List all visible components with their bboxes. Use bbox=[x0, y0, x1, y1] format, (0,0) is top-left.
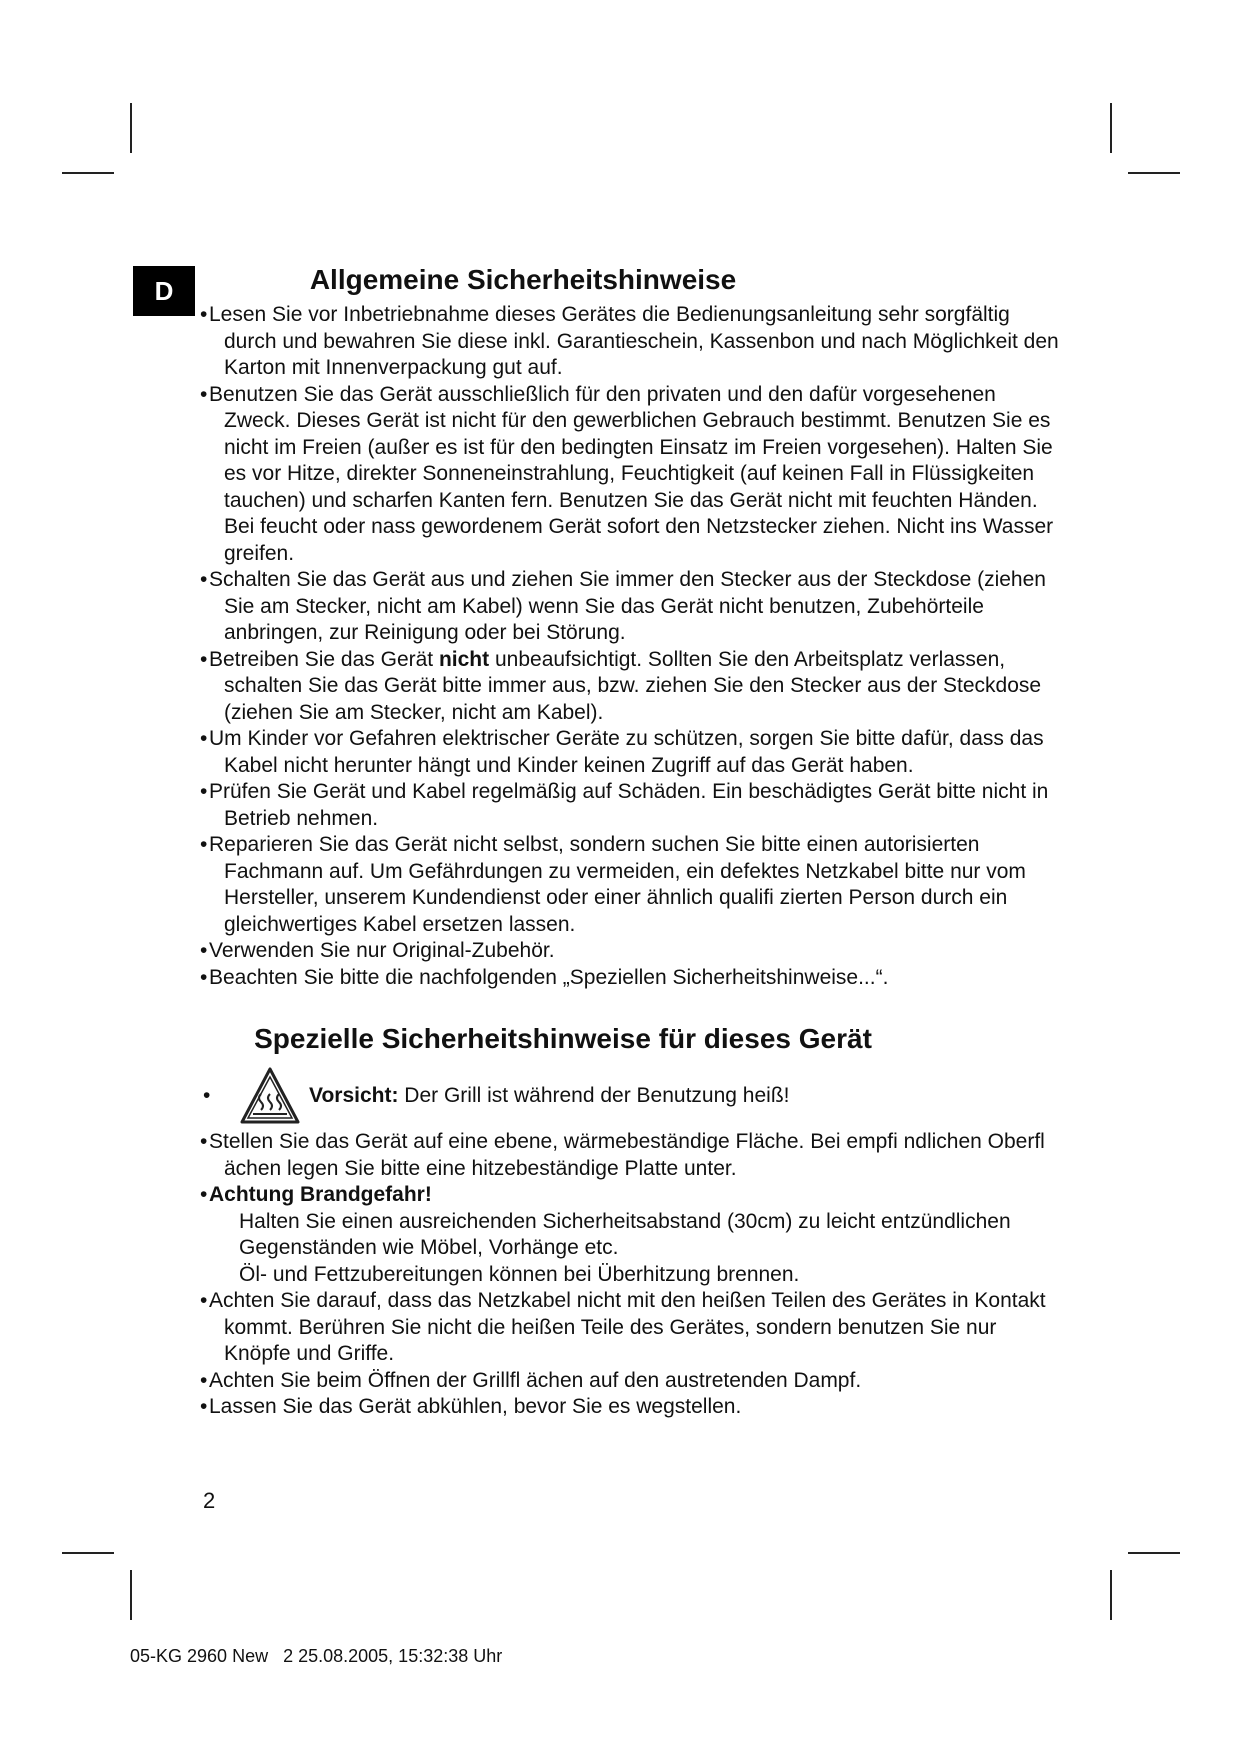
list-item: • Achtung Brandgefahr! Halten Sie einen ausreichenden Sicherheitsabstand (30cm) zu leicht entzündlichen Gegenständen wie Möbel, Vorhänge etc. Öl- und Fettzubereitungen können bei Überhitzung brennen. bbox=[200, 1183, 1011, 1286]
crop-mark bbox=[1110, 1570, 1112, 1620]
list-item: • Stellen Sie das Gerät auf eine ebene, wärmebeständige Fläche. Bei empfi ndlichen Oberfl ächen legen Sie bitte eine hitzebeständige Platte unter. bbox=[200, 1130, 1045, 1180]
page-number: 2 bbox=[203, 1488, 216, 1513]
list-item: • Um Kinder vor Gefahren elektrischer Geräte zu schützen, sorgen Sie bitte dafür, dass das Kabel nicht herunter hängt und Kinder keinen Zugriff auf das Gerät haben. bbox=[200, 727, 1044, 777]
section-title-general: Allgemeine Sicherheitshinweise bbox=[309, 264, 737, 295]
list-item: • Lesen Sie vor Inbetriebnahme dieses Gerätes die Bedienungsanleitung sehr sorgfältig durch und bewahren Sie diese inkl. Garantieschein, Kassenbon und nach Möglichkeit den Karton mit Innenverpackung gut auf. bbox=[200, 303, 1059, 379]
list-item: • Achten Sie darauf, dass das Netzkabel nicht mit den heißen Teilen des Gerätes in Kontakt kommt. Berühren Sie nicht die heißen Teile des Gerätes, sondern benutzen Sie nur Knöpfe und Griffe. bbox=[200, 1289, 1046, 1365]
list-item: • Reparieren Sie das Gerät nicht selbst, sondern suchen Sie bitte einen autorisierten Fachmann auf. Um Gefährdungen zu vermeiden, ein defektes Netzkabel bitte nur vom Hersteller, unserem Kundendienst oder einer ähnlich qualifi zierten Person durch ein gleichwertiges Kabel ersetzen lassen. bbox=[200, 833, 1026, 936]
language-tab: D bbox=[133, 266, 195, 316]
crop-mark bbox=[130, 1570, 132, 1620]
crop-mark bbox=[130, 103, 132, 153]
list-item: • Lassen Sie das Gerät abkühlen, bevor Sie es wegstellen. bbox=[200, 1395, 742, 1418]
crop-mark bbox=[1128, 1552, 1180, 1554]
bullet: • bbox=[203, 1084, 211, 1107]
list-item: • Schalten Sie das Gerät aus und ziehen Sie immer den Stecker aus der Steckdose (ziehen Sie am Stecker, nicht am Kabel) wenn Sie das Gerät nicht benutzen, Zubehörteile anbringen, zur Reinigung oder bei Störung. bbox=[200, 568, 1046, 644]
list-item: • Benutzen Sie das Gerät ausschließlich für den privaten und den dafür vorgesehenen Zweck. Dieses Gerät ist nicht für den gewerblichen Gebrauch bestimmt. Benutzen Sie es nicht im Freien (außer es ist für den bedingten Einsatz im Freien vorgesehen). Halten Sie es vor Hitze, direkter Sonneneinstrahlung, Feuchtigkeit (auf keinen Fall in Flüssigkeiten tauchen) und scharfen Kanten fern. Benutzen Sie das Gerät nicht mit feuchten Händen. Bei feucht oder nass gewordenem Gerät sofort den Netzstecker ziehen. Nicht ins Wasser greifen. bbox=[200, 382, 1054, 565]
crop-mark bbox=[1128, 172, 1180, 174]
specific-safety-list bbox=[200, 1129, 1063, 1421]
print-footer: 05-KG 2960 New 2 25.08.2005, 15:32:38 Uhr bbox=[130, 1646, 503, 1666]
warning-row bbox=[203, 1063, 1063, 1129]
warning-text: Vorsicht: Der Grill ist während der Benutzung heiß! bbox=[309, 1084, 790, 1107]
hot-surface-warning-icon bbox=[239, 1066, 301, 1126]
crop-mark bbox=[62, 172, 114, 174]
list-item: • Betreiben Sie das Gerät nicht unbeaufsichtigt. Sollten Sie den Arbeitsplatz verlassen, schalten Sie das Gerät bitte immer aus, bzw. ziehen Sie den Stecker aus der Steckdose (ziehen Sie am Stecker, nicht am Kabel). bbox=[200, 647, 1042, 724]
list-item: • Verwenden Sie nur Original-Zubehör. bbox=[200, 939, 555, 962]
crop-mark bbox=[62, 1552, 114, 1554]
list-item: • Beachten Sie bitte die nachfolgenden „Speziellen Sicherheitshinweise...“. bbox=[200, 965, 889, 989]
main-content bbox=[200, 258, 1063, 1421]
general-safety-list bbox=[200, 302, 1063, 991]
section-title-specific: Spezielle Sicherheitshinweise für dieses Gerät bbox=[254, 1023, 872, 1054]
list-item: • Achten Sie beim Öffnen der Grillfl ächen auf den austretenden Dampf. bbox=[200, 1368, 862, 1392]
list-item: • Prüfen Sie Gerät und Kabel regelmäßig auf Schäden. Ein beschädigtes Gerät bitte nicht in Betrieb nehmen. bbox=[200, 780, 1049, 830]
crop-mark bbox=[1110, 103, 1112, 153]
